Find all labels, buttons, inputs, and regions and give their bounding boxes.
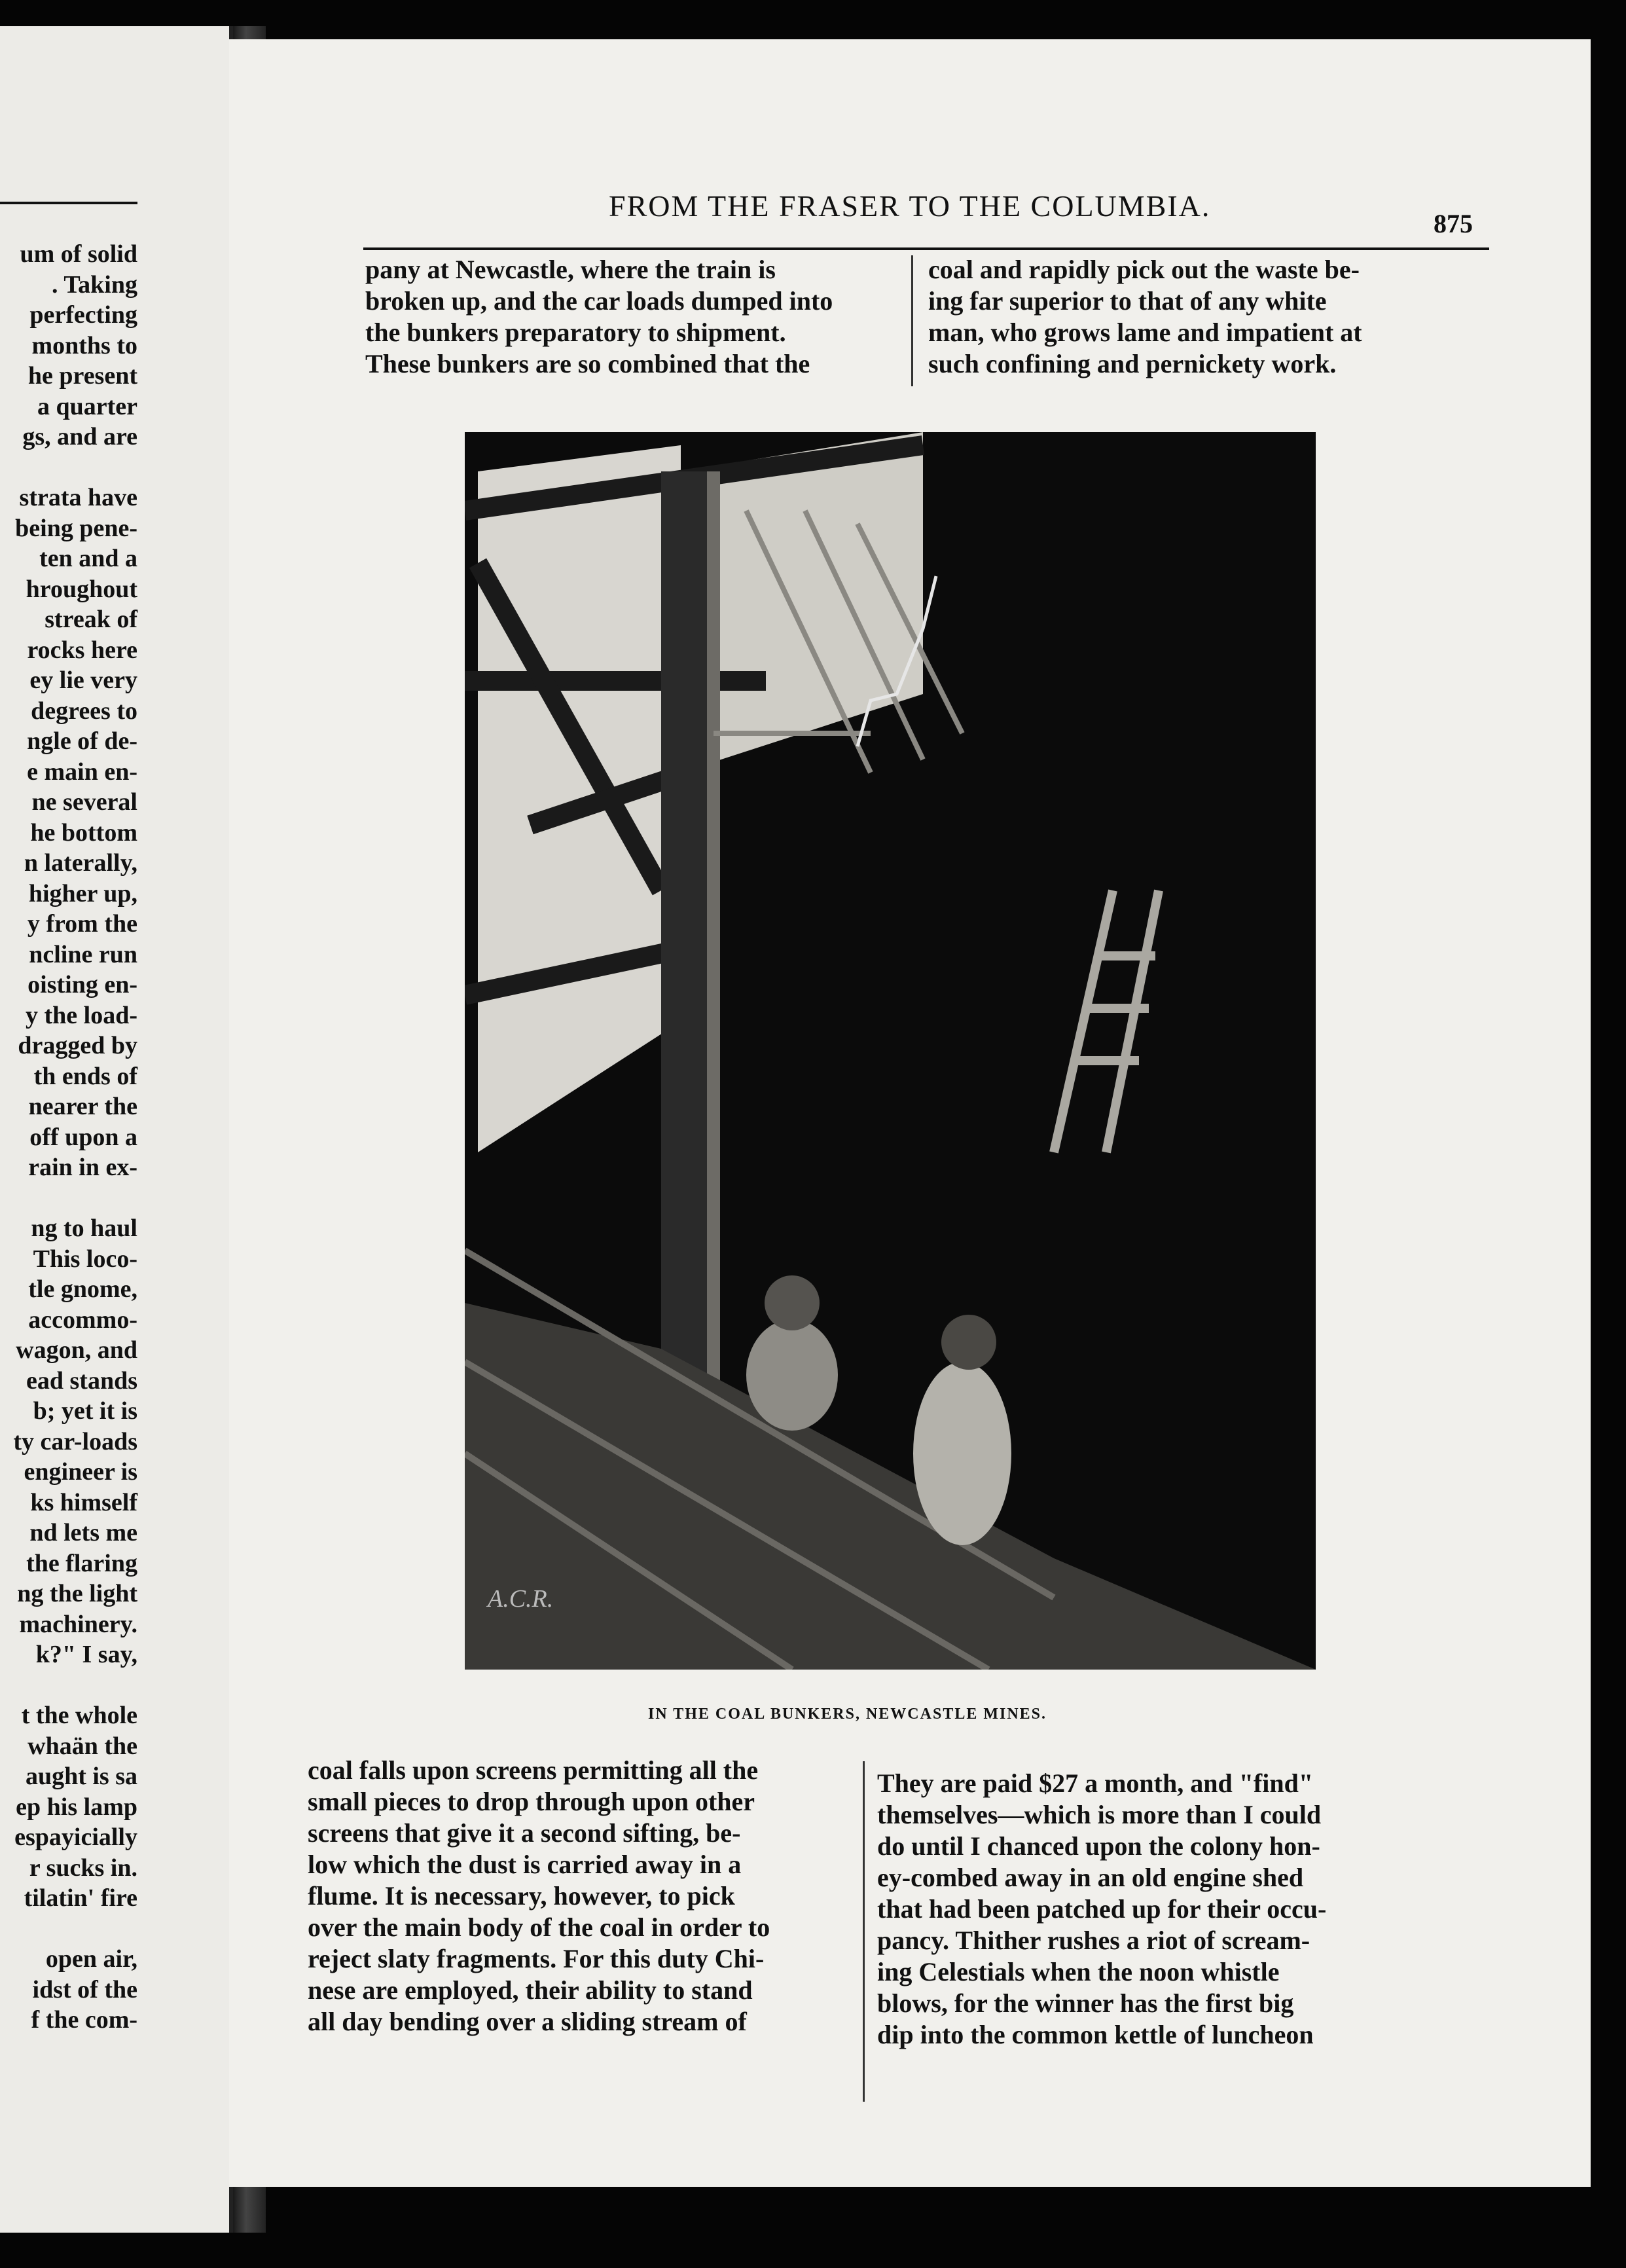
- left-text-line: ep his lamp: [16, 1793, 137, 1821]
- text-line: themselves—which is more than I could: [877, 1800, 1322, 1829]
- left-text-line: open air,: [45, 1945, 137, 1973]
- left-text-line: engineer is: [24, 1458, 137, 1486]
- left-text-line: y from the: [27, 910, 137, 938]
- left-text-line: ks himself: [30, 1488, 137, 1516]
- left-text-line: nd lets me: [29, 1519, 137, 1546]
- text-line: the bunkers preparatory to shipment.: [365, 318, 786, 347]
- left-text-line: off upon a: [29, 1123, 137, 1151]
- left-text-line: . Taking: [52, 270, 137, 299]
- left-text-line: months to: [31, 331, 137, 359]
- left-text-line: r sucks in.: [29, 1854, 137, 1882]
- text-line: man, who grows lame and impatient at: [928, 318, 1362, 347]
- illustration-caption: IN THE COAL BUNKERS, NEWCASTLE MINES.: [648, 1706, 1047, 1723]
- left-text-line: perfecting: [29, 301, 137, 329]
- left-text-line: gs, and are: [22, 423, 137, 450]
- left-text-line: dragged by: [18, 1032, 137, 1059]
- left-text-line: accommo-: [28, 1306, 137, 1334]
- text-line: ey-combed away in an old engine shed: [877, 1863, 1304, 1892]
- left-text-line: streak of: [45, 606, 137, 633]
- text-line: over the main body of the coal in order to: [308, 1912, 770, 1942]
- text-line: pancy. Thither rushes a riot of scream-: [877, 1926, 1310, 1955]
- text-line: do until I chanced upon the colony hon-: [877, 1831, 1320, 1861]
- text-line: They are paid $27 a month, and "find": [877, 1768, 1314, 1798]
- coal-bunker-engraving: [465, 432, 1316, 1670]
- left-text-line: ne several: [31, 788, 137, 816]
- page-number: 875: [1434, 209, 1473, 238]
- top-column-divider: [911, 255, 913, 386]
- left-text-line: he present: [27, 362, 137, 390]
- left-text-line: hroughout: [26, 575, 137, 603]
- left-page-column: [13, 239, 137, 2036]
- left-text-line: being pene-: [15, 514, 137, 542]
- text-line: blows, for the winner has the first big: [877, 1988, 1294, 2018]
- bottom-left-text-column: [308, 1755, 770, 2038]
- left-text-line: strata have: [19, 484, 137, 511]
- left-text-line: machinery.: [19, 1610, 137, 1638]
- left-text-line: whaän the: [27, 1732, 137, 1760]
- text-line: coal falls upon screens permitting all the: [308, 1755, 759, 1785]
- running-header-title: FROM THE FRASER TO THE COLUMBIA.: [609, 189, 1211, 223]
- left-text-line: ead stands: [26, 1366, 137, 1395]
- left-text-line: rain in ex-: [28, 1154, 137, 1181]
- left-text-line: ey lie very: [29, 667, 137, 694]
- text-line: low which the dust is carried away in a: [308, 1850, 742, 1879]
- left-text-line: th ends of: [33, 1062, 137, 1090]
- left-text-line: [13, 1183, 137, 1214]
- left-header-rule: [0, 202, 137, 204]
- left-text-line: [13, 1914, 137, 1945]
- text-line: dip into the common kettle of luncheon: [877, 2020, 1314, 2049]
- left-text-line: ng to haul: [31, 1215, 137, 1242]
- left-text-line: t the whole: [21, 1702, 137, 1729]
- left-page: [0, 26, 233, 2233]
- text-line: that had been patched up for their occu-: [877, 1894, 1327, 1924]
- right-page: [229, 39, 1591, 2187]
- left-text-line: tilatin' fire: [24, 1884, 137, 1912]
- left-text-line: f the com-: [31, 2006, 137, 2034]
- text-line: broken up, and the car loads dumped into: [365, 286, 833, 316]
- left-text-line: he bottom: [30, 818, 137, 847]
- text-line: screens that give it a second sifting, be-: [308, 1818, 741, 1848]
- left-text-line: [13, 1670, 137, 1701]
- left-text-line: nearer the: [28, 1093, 137, 1120]
- left-text-line: ten and a: [39, 545, 137, 572]
- left-text-line: This loco-: [33, 1245, 137, 1273]
- left-text-line: degrees to: [31, 697, 137, 725]
- left-text-line: ncline run: [29, 940, 137, 968]
- left-text-line: y the load-: [26, 1001, 137, 1029]
- left-text-line: ngle of de-: [27, 727, 137, 755]
- text-line: ing Celestials when the noon whistle: [877, 1957, 1280, 1986]
- artist-signature: A.C.R.: [488, 1585, 554, 1613]
- left-text-line: [13, 452, 137, 483]
- text-line: flume. It is necessary, however, to pick: [308, 1881, 735, 1911]
- left-text-line: e main en-: [27, 758, 137, 786]
- left-text-line: n laterally,: [24, 849, 137, 877]
- bottom-column-divider: [863, 1761, 865, 2102]
- text-line: all day bending over a sliding stream of: [308, 2007, 747, 2036]
- left-text-line: oisting en-: [27, 971, 137, 998]
- left-text-line: ng the light: [17, 1580, 137, 1607]
- left-text-line: aught is sa: [25, 1763, 137, 1790]
- text-line: reject slaty fragments. For this duty Chi-: [308, 1944, 765, 1973]
- left-text-line: k?" I say,: [35, 1641, 137, 1668]
- text-line: These bunkers are so combined that the: [365, 349, 810, 378]
- text-line: small pieces to drop through upon other: [308, 1787, 755, 1816]
- left-text-line: the flaring: [26, 1549, 137, 1577]
- left-text-line: idst of the: [32, 1975, 137, 2003]
- text-line: coal and rapidly pick out the waste be-: [928, 255, 1360, 284]
- left-text-line: a quarter: [37, 392, 137, 420]
- top-left-text-column: [365, 254, 833, 380]
- engraving-illustration: [465, 432, 1316, 1670]
- left-text-line: b; yet it is: [33, 1397, 137, 1425]
- top-right-text-column: [928, 254, 1362, 380]
- bottom-right-text-column: [877, 1768, 1326, 2051]
- left-text-line: espayicially: [14, 1823, 137, 1851]
- text-line: ing far superior to that of any white: [928, 286, 1327, 316]
- text-line: pany at Newcastle, where the train is: [365, 255, 776, 284]
- header-rule: [363, 247, 1489, 250]
- left-text-line: ty car-loads: [13, 1427, 137, 1455]
- text-line: nese are employed, their ability to stand: [308, 1975, 753, 2005]
- left-text-line: higher up,: [28, 879, 137, 907]
- text-line: such confining and pernickety work.: [928, 349, 1337, 378]
- left-text-line: tle gnome,: [28, 1275, 137, 1303]
- left-text-line: um of solid: [20, 240, 137, 268]
- left-text-line: wagon, and: [16, 1336, 137, 1364]
- left-text-line: rocks here: [27, 636, 137, 664]
